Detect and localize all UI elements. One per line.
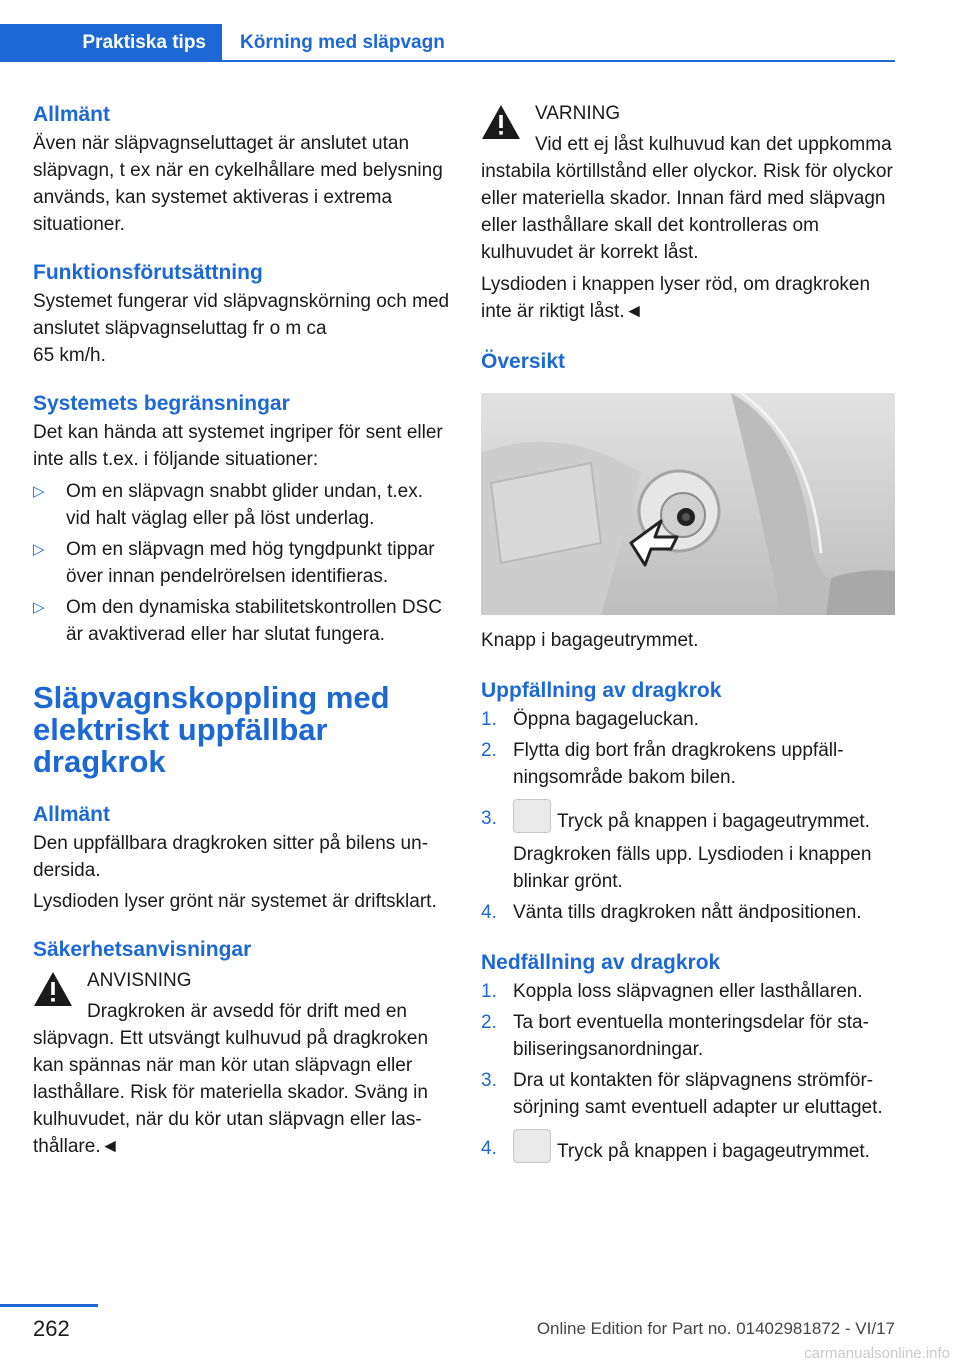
step-text: Tryck på knappen i bagageutrymmet. bbox=[557, 1141, 870, 1162]
step-subtext: Dragkroken fälls upp. Lysdioden i knappen blinkar grönt. bbox=[513, 844, 872, 892]
tow-hook-button-icon bbox=[513, 799, 551, 833]
limitations-list bbox=[33, 478, 451, 648]
page-number: 262 bbox=[33, 1316, 70, 1341]
step-number: 3. bbox=[481, 1070, 497, 1091]
heading-nedfallning: Nedfällning av dragkrok bbox=[481, 951, 721, 974]
step-number: 4. bbox=[481, 902, 497, 923]
list-item-text: Om den dynamiska stabilitetskontrollen DSC är avaktiverad eller har slutat fungera. bbox=[66, 597, 442, 645]
step-number: 4. bbox=[481, 1138, 497, 1159]
list-item bbox=[33, 478, 451, 532]
notice-title: ANVISNING bbox=[87, 970, 192, 991]
list-item-text: Om en släpvagn med hög tyngdpunkt tippar över innan pendelrörelsen identifieras. bbox=[66, 539, 435, 587]
warning-triangle-icon bbox=[481, 104, 521, 140]
heading-begransningar: Systemets begränsningar bbox=[33, 392, 290, 415]
warning-text: Vid ett ej låst kulhuvud kan det uppkomma instabila körtillstånd eller olyckor. Risk för olyckor eller materiella skador. Innan färd med släpvagn eller lasthållare skall det kontrolleras om kulhuvudet är korrekt låst. bbox=[481, 134, 893, 263]
list-item bbox=[481, 899, 895, 926]
list-item bbox=[481, 706, 895, 733]
step-text: Vänta tills dragkroken nått ändpositionen. bbox=[513, 902, 862, 923]
heading-uppfallning: Uppfällning av dragkrok bbox=[481, 679, 722, 702]
step-number: 1. bbox=[481, 981, 497, 1002]
triangle-bullet-icon: ▷ bbox=[33, 541, 45, 558]
tab-korning-med-slapvagn[interactable]: Körning med släpvagn bbox=[240, 32, 445, 53]
list-item bbox=[481, 737, 895, 791]
heading-oversikt: Översikt bbox=[481, 350, 566, 373]
paragraph-funktion: Systemet fungerar vid släpvagnskörning och med anslutet släpvagnseluttag fr o m ca bbox=[33, 291, 450, 339]
step-text: Tryck på knappen i bagageutrymmet. bbox=[557, 811, 870, 832]
list-item bbox=[481, 978, 895, 1005]
tab-praktiska-tips[interactable]: Praktiska tips bbox=[0, 24, 222, 62]
warning-title: VARNING bbox=[535, 103, 621, 124]
step-number: 1. bbox=[481, 709, 497, 730]
list-item bbox=[33, 536, 451, 590]
step-number: 3. bbox=[481, 808, 497, 829]
triangle-bullet-icon: ▷ bbox=[33, 483, 45, 500]
paragraph-allmant-2a: Den uppfällbara dragkroken sitter på bilens undersida. bbox=[33, 833, 429, 881]
list-item bbox=[33, 594, 451, 648]
step-text: Dra ut kontakten för släpvagnens strömförsörjning samt eventuell adapter ur eluttaget. bbox=[513, 1070, 883, 1118]
paragraph-allmant: Även när släpvagnseluttaget är anslutet utan släpvagn, t ex när en cykelhållare med belysning används, kan systemet aktiveras i extrema situationer. bbox=[33, 133, 443, 235]
triangle-bullet-icon: ▷ bbox=[33, 599, 45, 616]
section-title-line1: Släpvagnskoppling med bbox=[33, 680, 390, 715]
step-text: Koppla loss släpvagnen eller lasthållaren. bbox=[513, 981, 863, 1002]
step-text: Flytta dig bort från dragkrokens uppfällningsområde bakom bilen. bbox=[513, 740, 844, 788]
footer-edition: Online Edition for Part no. 01402981872 - VI/17 bbox=[536, 1319, 895, 1338]
list-item bbox=[481, 1129, 895, 1171]
page-header bbox=[0, 24, 895, 62]
list-item bbox=[481, 799, 895, 895]
trunk-photo-illustration bbox=[481, 393, 895, 615]
list-item-text: Om en släpvagn snabbt glider undan, t.ex. vid halt väglag eller på löst underlag. bbox=[66, 481, 424, 529]
watermark: carmanualsonline.info bbox=[804, 1345, 950, 1362]
section-title-line2: elektriskt uppfällbar bbox=[33, 712, 328, 747]
nedfallning-steps bbox=[481, 978, 895, 1171]
uppfallning-steps bbox=[481, 706, 895, 926]
heading-sakerhetsanvisningar: Säkerhetsanvisningar bbox=[33, 938, 252, 961]
list-item bbox=[481, 1067, 895, 1121]
trunk-button-photo bbox=[481, 393, 895, 615]
footer-rule bbox=[0, 1304, 98, 1307]
notice-block bbox=[33, 967, 451, 1160]
left-column bbox=[33, 100, 451, 1160]
step-text: Öppna bagageluckan. bbox=[513, 709, 699, 730]
warning-triangle-icon bbox=[33, 971, 73, 1007]
notice-text: Dragkroken är avsedd för drift med en släpvagn. Ett utsvängt kulhuvud på dragkroken kan spännas när man kör utan släpvagn eller lasthållare. Risk för materiella skador. Sväng in kulhuvudet, när du kör utan släpvagn eller lasthållare.◄ bbox=[33, 1001, 429, 1157]
list-item bbox=[481, 1009, 895, 1063]
tow-hook-button-icon bbox=[513, 1129, 551, 1163]
step-number: 2. bbox=[481, 1012, 497, 1033]
right-column bbox=[481, 100, 895, 1171]
paragraph-begransningar: Det kan hända att systemet ingriper för sent eller inte alls t.ex. i följande situationer: bbox=[33, 422, 443, 470]
heading-funktionsforutsattning: Funktionsförutsättning bbox=[33, 261, 263, 284]
paragraph-lysdiod: Lysdioden i knappen lyser röd, om dragkroken inte är riktigt låst.◄ bbox=[481, 274, 871, 322]
paragraph-allmant-2b: Lysdioden lyser grönt när systemet är driftsklart. bbox=[33, 891, 437, 912]
section-title bbox=[33, 682, 451, 778]
header-divider bbox=[222, 60, 895, 62]
step-number: 2. bbox=[481, 740, 497, 761]
paragraph-funktion-speed: 65 km/h. bbox=[33, 345, 106, 366]
heading-allmant-2: Allmänt bbox=[33, 803, 111, 826]
photo-caption: Knapp i bagageutrymmet. bbox=[481, 630, 699, 651]
step-text: Ta bort eventuella monteringsdelar för stabiliseringsanordningar. bbox=[513, 1012, 869, 1060]
section-title-line3: dragkrok bbox=[33, 744, 166, 779]
warning-block bbox=[481, 100, 895, 266]
heading-allmant: Allmänt bbox=[33, 103, 111, 126]
